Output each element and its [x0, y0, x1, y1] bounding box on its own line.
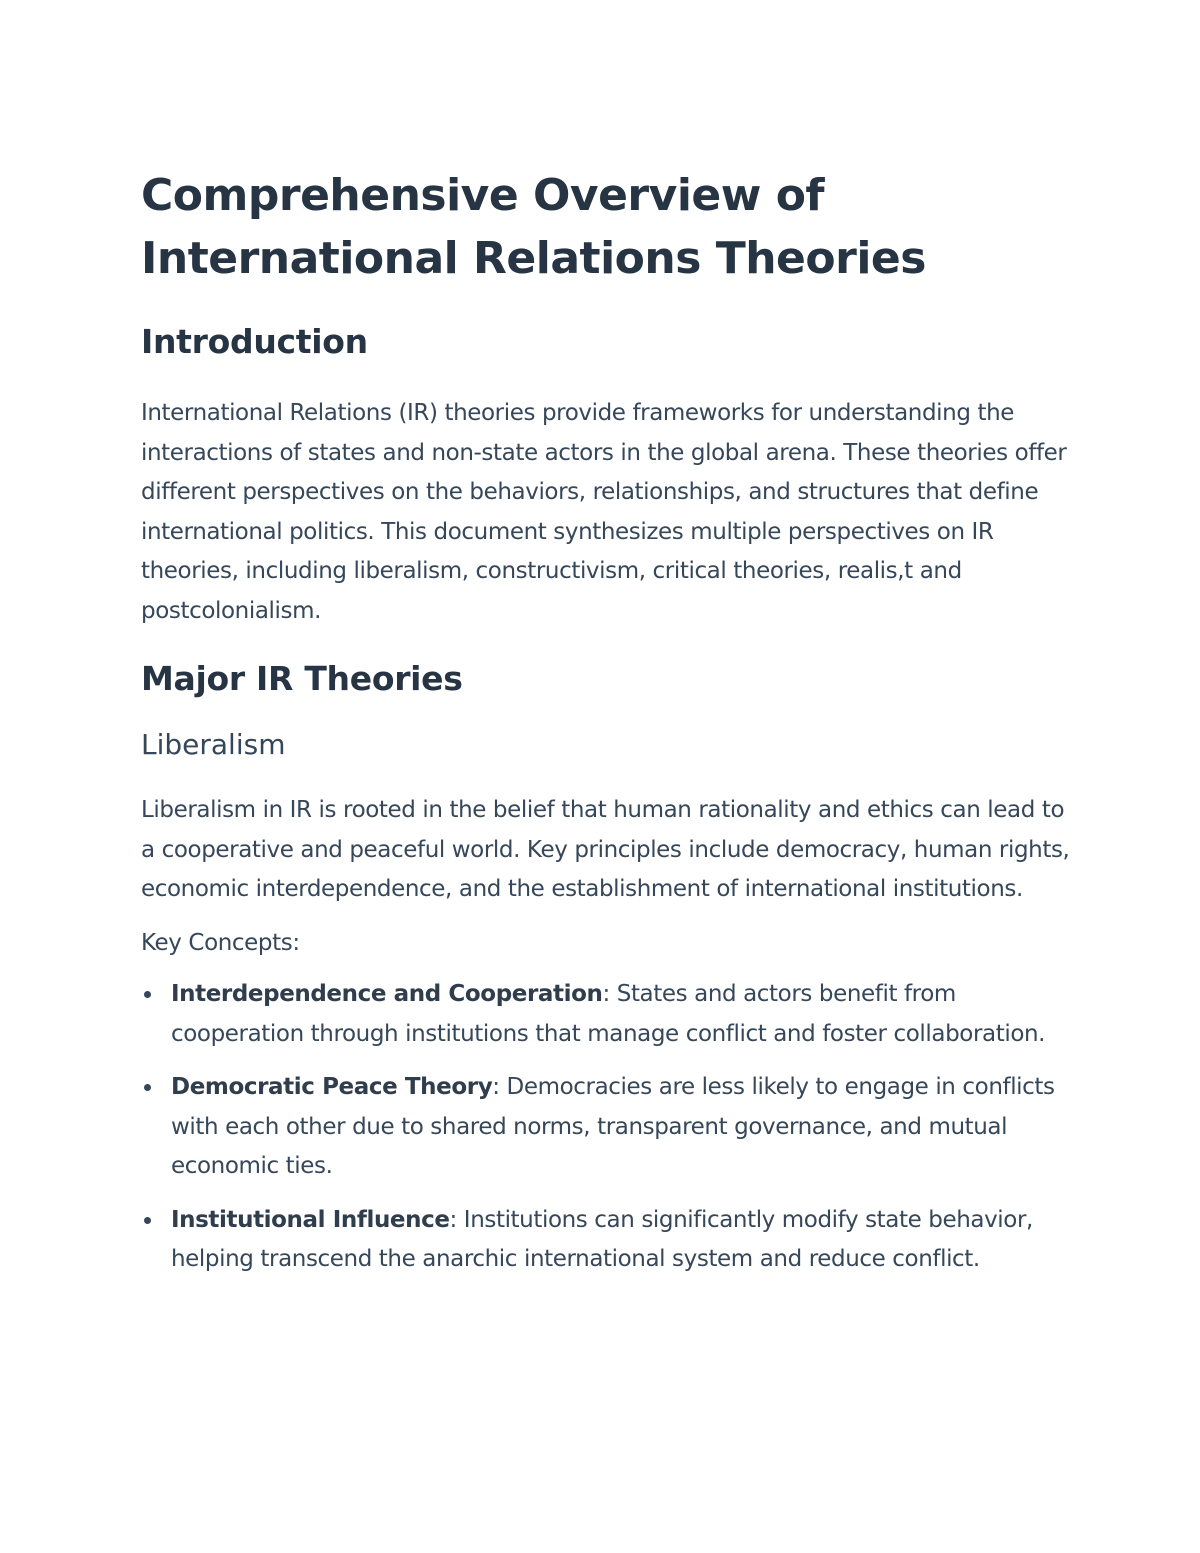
introduction-paragraph: International Relations (IR) theories provide frameworks for understanding the interactions of states and non-state actors in the global arena. These theories offer different perspectives on the behaviors, relationships, and structures that define international politics. This document synthesizes multiple perspectives on IR theories, including liberalism, constructivism, critical theories, realis,t and postcolonialism. — [141, 400, 1067, 624]
list-item — [141, 975, 1071, 1054]
bullet-term: Democratic Peace Theory — [171, 1074, 493, 1100]
bullet-text: : States and actors benefit from cooperation through institutions that manage conflict and foster collaboration. — [171, 981, 1046, 1047]
bullet-dot-icon — [144, 991, 151, 998]
bullet-term: Institutional Influence — [171, 1206, 450, 1233]
liberalism-paragraph: Liberalism in IR is rooted in the belief that human rationality and ethics can lead to a cooperative and peaceful world. Key principles include democracy, human rights, economic interdependence, and the establishment of international institutions. — [141, 797, 1070, 902]
bullet-text: : Institutions can significantly modify state behavior, helping transcend the anarchic international system and reduce conflict. — [171, 1206, 1033, 1272]
document-title: Comprehensive Overview of International Relations Theories — [141, 170, 926, 284]
bullet-dot-icon — [144, 1217, 151, 1224]
key-concepts-list — [141, 975, 1071, 1280]
document-page — [141, 164, 1071, 1294]
introduction-heading: Introduction — [141, 322, 368, 361]
major-theories-heading: Major IR Theories — [141, 659, 463, 698]
liberalism-heading: Liberalism — [141, 728, 286, 761]
list-item — [141, 1201, 1071, 1280]
key-concepts-label: Key Concepts: — [141, 929, 300, 956]
list-item — [141, 1068, 1071, 1187]
bullet-term: Interdependence and Cooperation — [171, 981, 603, 1007]
bullet-text: : Democracies are less likely to engage in conflicts with each other due to shared norms, transparent governance, and mutual economic ties. — [171, 1074, 1055, 1179]
bullet-dot-icon — [144, 1084, 151, 1091]
